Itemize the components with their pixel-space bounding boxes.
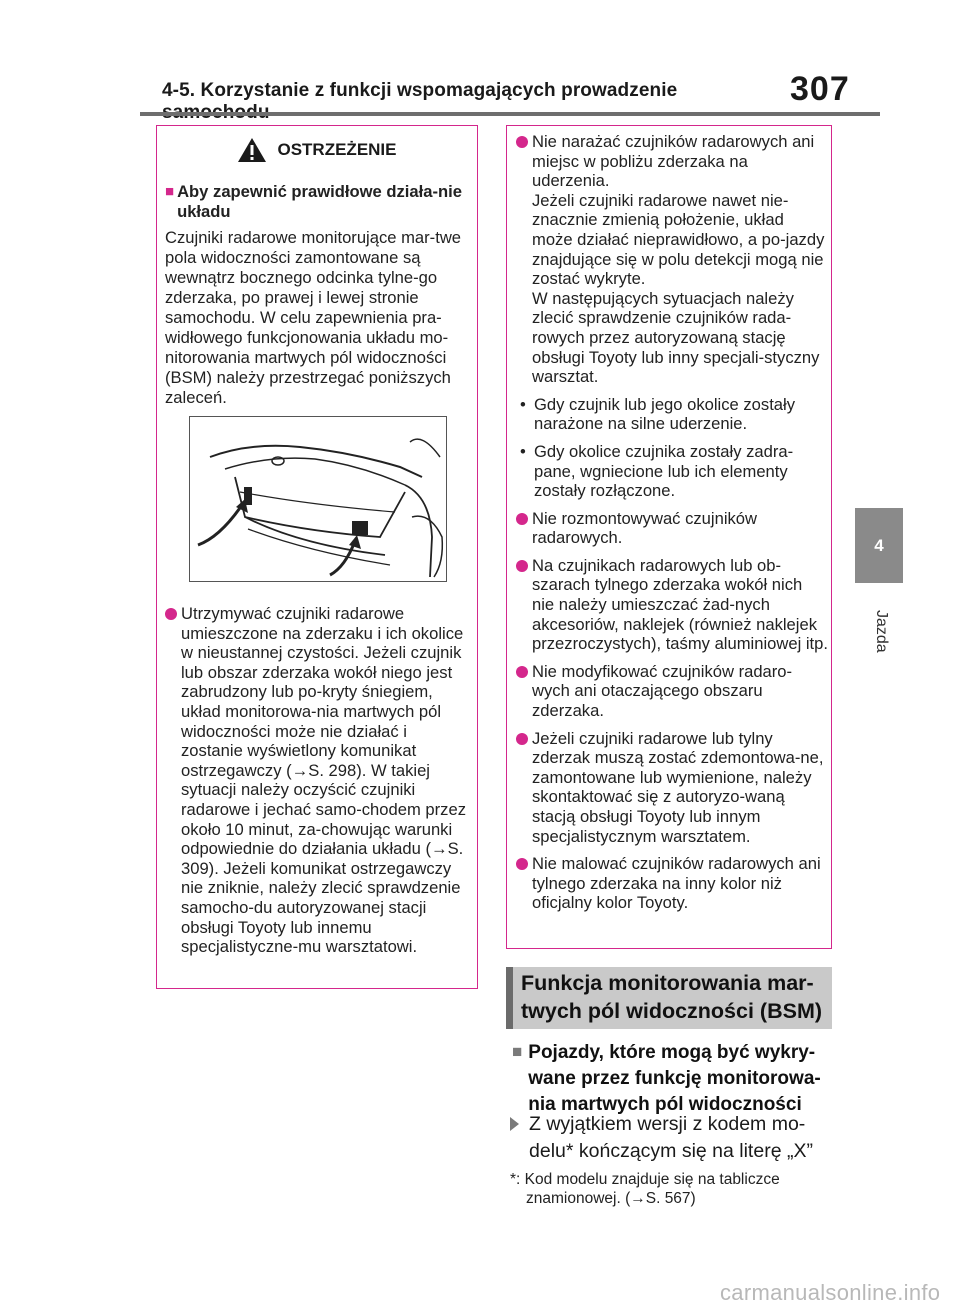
warning-intro: Czujniki radarowe monitorujące mar-twe pola widoczności zamontowane są wewnątrz bocznego odcinka tylne-go zderzaka, po prawej i lewej stronie samochodu. W celu zapewnienia pra-widłowego funkcjonowania układu mo-nitorowania martwych pól widoczności (BSM) należy przestrzegać poniższych zaleceń.	[165, 228, 462, 407]
section-title-line2: twych pól widoczności (BSM)	[521, 999, 823, 1023]
round-bullet-icon	[516, 666, 528, 678]
footnote-line2: znamionowej. (→S. 567)	[526, 1190, 696, 1207]
warning-box-continued	[506, 125, 832, 949]
warning-body-continued	[165, 596, 473, 957]
dash-bullet-icon: •	[520, 441, 526, 461]
warning-bullet: Nie modyfikować czujników radaro-wych ani otaczającego obszaru zderzaka.	[516, 662, 828, 721]
section-title-line1: Funkcja monitorowania mar-	[521, 971, 814, 995]
warning-bullet: Na czujnikach radarowych lub ob-szarach tylnego zderzaka wokół nich nie należy umieszczać żad-nych akcesoriów, naklejek (również naklejek przezroczystych), taśmy aluminiowej itp.	[516, 556, 828, 654]
round-bullet-icon	[516, 858, 528, 870]
warning-bullet: Jeżeli czujniki radarowe lub tylny zderzak muszą zostać zdemontowa-ne, zamontowane lub wymienione, należy skontaktować się z autoryzo-waną stacją obsługi Toyoty lub innym specjalistycznym warsztatem.	[516, 729, 828, 847]
round-bullet-icon	[516, 513, 528, 525]
round-bullet-icon	[165, 608, 177, 620]
warning-subhead	[165, 182, 473, 222]
dash-list-item: • Gdy czujnik lub jego okolice zostały narażone na silne uderzenie.	[516, 395, 828, 434]
watermark-text: carmanualsonline.info	[720, 1280, 941, 1305]
warning-title: OSTRZEŻENIE	[277, 140, 397, 159]
square-bullet-icon: ■	[165, 183, 175, 200]
warning-bullet-text: Utrzymywać czujniki radarowe umieszczone na zderzaku i ich okolice w nieustannej czystości. Jeżeli czujnik lub obszar zderzaka wokół niego jest zabrudzony lub po-kryty śniegiem, układ monitorowa-nia martwych pól widoczności może nie działać i zostanie wyświetlony komunikat ostrzegawczy (→S. 298). W takiej sytuacji należy oczyścić czujniki radarowe i jechać samo-chodem przez około 10 minut, za-chowując warunki odpowiednie do działania układu (→S. 309). Jeżeli komunikat ostrzegawczy nie zniknie, należy zlecić sprawdzenie samocho-du autoryzowanej stacji obsługi Toyoty lub innemu specjalistyczne-mu warsztatowi.	[181, 604, 466, 957]
section-heading-box	[506, 967, 832, 1029]
chapter-tab-number: 4	[874, 535, 884, 555]
warning-bullet: Nie rozmontowywać czujników radarowych.	[516, 509, 828, 548]
round-bullet-icon	[516, 136, 528, 148]
round-bullet-icon	[516, 733, 528, 745]
bumper-sensor-illustration	[189, 416, 447, 582]
dash-bullet-icon: •	[520, 394, 526, 414]
warning-subhead-text: Aby zapewnić prawidłowe działa-nie układu	[177, 182, 462, 221]
dash-list-item: • Gdy okolice czujnika zostały zadra-pane, wgniecione lub ich elementy zostały rozłączone.	[516, 442, 828, 501]
square-bullet-icon: ■	[512, 1042, 523, 1061]
arrow-item-text: Z wyjątkiem wersji z kodem mo-delu* kończącym się na literę „X”	[529, 1113, 813, 1162]
subsection-heading	[512, 1040, 842, 1118]
chapter-tab-label: Jazda	[873, 610, 890, 653]
warning-continued-body	[516, 132, 828, 913]
warning-bullet	[516, 132, 828, 387]
arrow-list-item	[510, 1111, 840, 1165]
round-bullet-icon	[516, 560, 528, 572]
warning-bullet-text: Nie narażać czujników radarowych ani miejsc w pobliżu zderzaka na uderzenia. Jeżeli czujniki radarowe nawet nie-znacznie zmienią położenie, układ może działać nieprawidłowo, a po-jazdy znajdujące się w polu detekcji mogą nie zostać wykryte. W następujących sytuacjach należy zlecić sprawdzenie czujników rada-rowych przez autoryzowaną stację obsługi Toyoty lub inny specjali-styczny warsztat.	[532, 132, 825, 387]
warning-body	[165, 182, 473, 408]
warning-triangle-icon	[237, 137, 267, 163]
footnote	[510, 1170, 840, 1208]
warning-bullet	[165, 604, 473, 957]
page-number: 307	[790, 70, 850, 108]
triangle-bullet-icon	[510, 1117, 519, 1131]
page-header-title: 4-5. Korzystanie z funkcji wspomagających prowadzenie	[162, 80, 678, 101]
warning-header	[157, 126, 477, 174]
footnote-line1: *: Kod modelu znajduje się na tabliczce	[510, 1171, 780, 1188]
subsection-title: Pojazdy, które mogą być wykry-wane przez funkcję monitorowa-nia martwych pól widoczności	[528, 1042, 821, 1115]
warning-bullet: Nie malować czujników radarowych ani tylnego zderzaka na inny kolor niż oficjalny kolor Toyoty.	[516, 854, 828, 913]
header-divider	[140, 112, 880, 116]
chapter-tab[interactable]	[855, 508, 903, 583]
warning-box	[156, 125, 478, 989]
